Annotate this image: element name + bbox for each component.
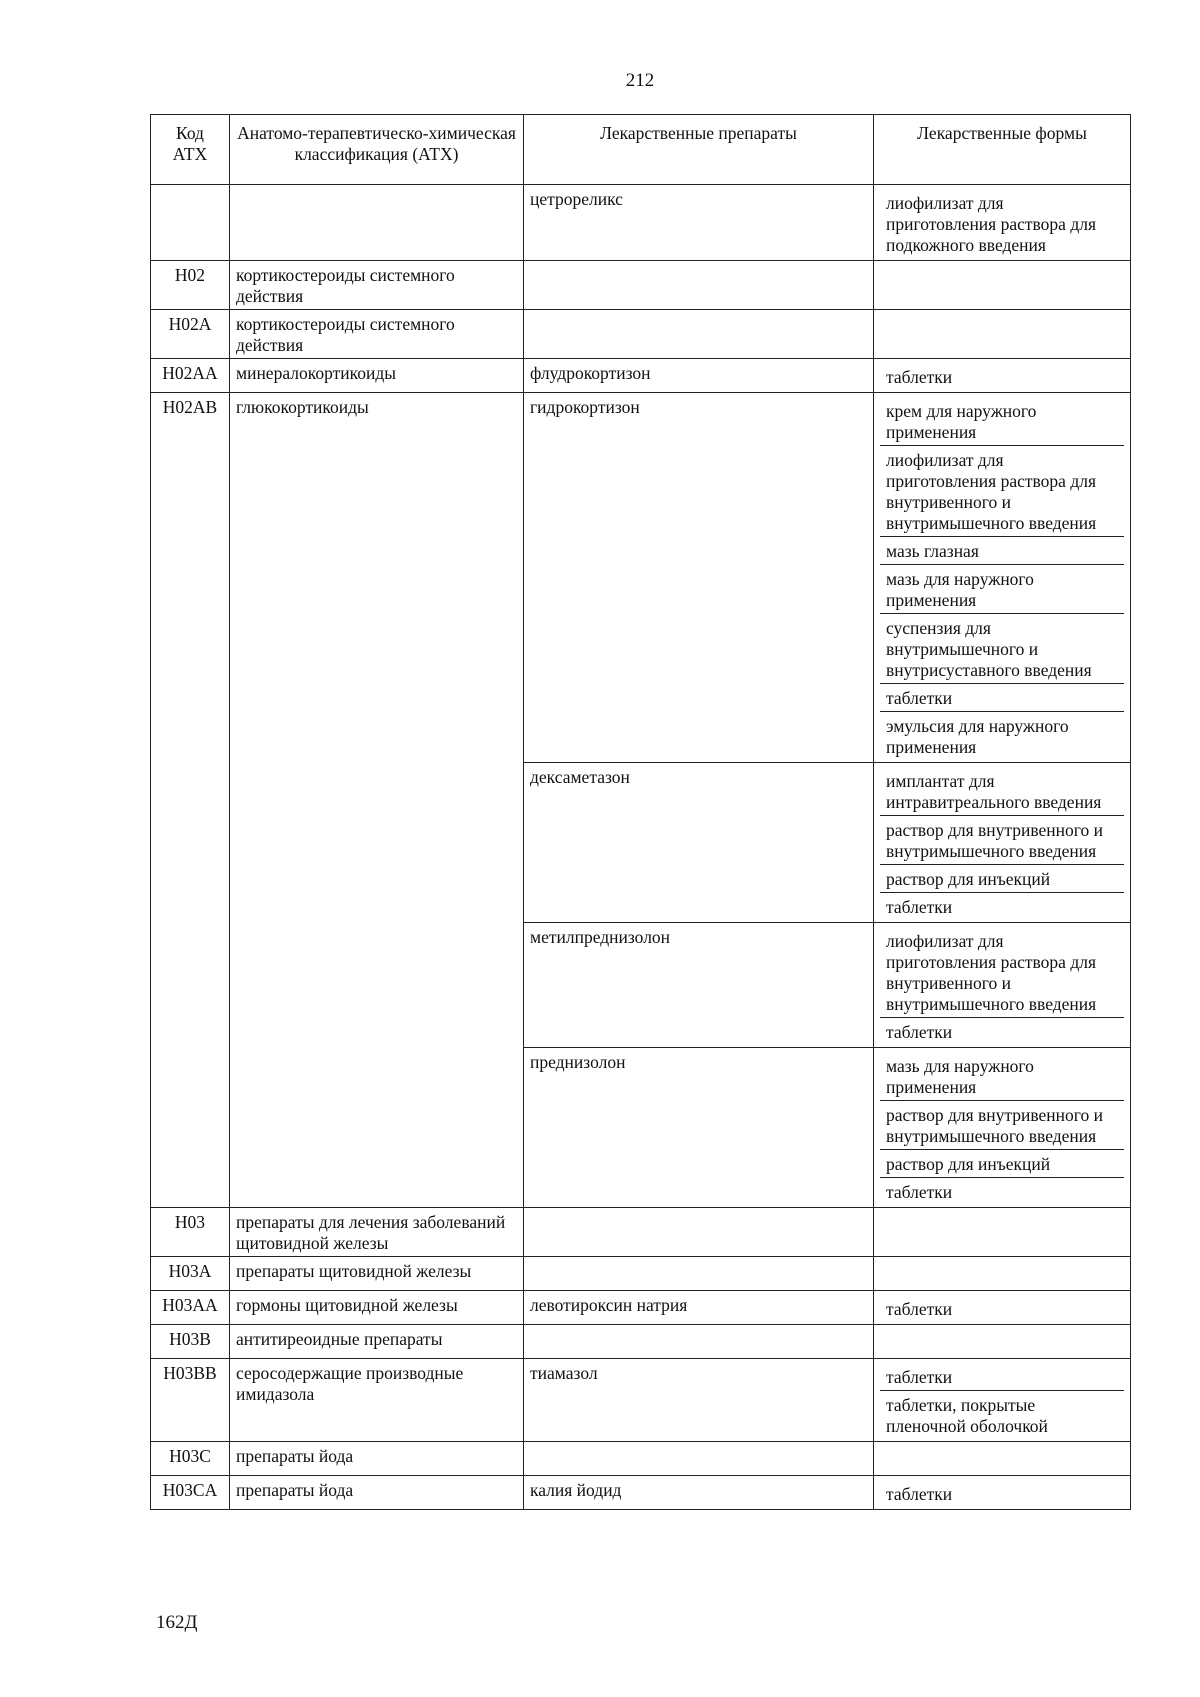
- forms-list: [880, 927, 1124, 1045]
- atx-code: H03CA: [151, 1476, 230, 1510]
- dosage-form: [880, 1261, 1124, 1288]
- dosage-form: таблетки: [880, 683, 1124, 711]
- atx-code: H03AA: [151, 1291, 230, 1325]
- dosage-form: мазь для наружного применения: [886, 1056, 1034, 1097]
- atx-classification: [230, 185, 524, 261]
- drug-name: дексаметазон: [524, 763, 874, 923]
- atx-classification: серосодержащие производные имидазола: [230, 1359, 524, 1442]
- atx-classification: минералокортикоиды: [230, 359, 524, 393]
- dosage-forms-cell: [874, 1257, 1131, 1291]
- atx-classification: препараты йода: [230, 1476, 524, 1510]
- drug-name: калия йодид: [524, 1476, 874, 1510]
- atx-table: [150, 114, 1131, 1510]
- dosage-form: раствор для внутривенного и внутримышечного введения: [880, 815, 1124, 864]
- atx-code: H03B: [151, 1325, 230, 1359]
- dosage-form: мазь глазная: [880, 536, 1124, 564]
- dosage-form: [880, 1446, 1124, 1473]
- forms-list: [880, 1480, 1124, 1507]
- table-row: [151, 185, 1131, 261]
- drug-name: [524, 1208, 874, 1257]
- dosage-form: раствор для инъекций: [880, 864, 1124, 892]
- dosage-form: раствор для инъекций: [880, 1149, 1124, 1177]
- table-row: [151, 1359, 1131, 1442]
- atx-code: H03: [151, 1208, 230, 1257]
- dosage-forms-cell: [874, 393, 1131, 763]
- dosage-form: [880, 314, 1124, 341]
- forms-list: [880, 1446, 1124, 1473]
- dosage-forms-cell: [874, 185, 1131, 261]
- table-body: [151, 185, 1131, 1510]
- drug-name: гидрокортизон: [524, 393, 874, 763]
- table-row: [151, 1442, 1131, 1476]
- atx-classification: гормоны щитовидной железы: [230, 1291, 524, 1325]
- dosage-form: мазь для наружного применения: [880, 564, 1124, 613]
- dosage-form: [880, 265, 1124, 292]
- drug-name: [524, 1442, 874, 1476]
- dosage-forms-cell: [874, 1291, 1131, 1325]
- dosage-form: таблетки: [886, 1484, 953, 1504]
- atx-code: H03C: [151, 1442, 230, 1476]
- dosage-form: таблетки: [886, 1367, 953, 1387]
- drug-name: [524, 1257, 874, 1291]
- header-classification: Анатомо-терапевтическо-химическая классификация (АТХ): [230, 115, 524, 185]
- dosage-forms-cell: [874, 1359, 1131, 1442]
- forms-list: [880, 1295, 1124, 1322]
- table-row: [151, 1476, 1131, 1510]
- dosage-form: таблетки: [880, 892, 1124, 920]
- dosage-form: лиофилизат для приготовления раствора для внутривенного и внутримышечного введения: [880, 445, 1124, 536]
- table-row: [151, 1257, 1131, 1291]
- table-row: [151, 261, 1131, 310]
- dosage-form: таблетки: [886, 367, 953, 387]
- dosage-forms-cell: [874, 1325, 1131, 1359]
- forms-list: [880, 767, 1124, 920]
- dosage-form: лиофилизат для приготовления раствора для внутривенного и внутримышечного введения: [886, 931, 1097, 1014]
- table-row: [151, 393, 1131, 763]
- dosage-form: [880, 1329, 1124, 1356]
- forms-list: [880, 314, 1124, 341]
- atx-code: [151, 185, 230, 261]
- atx-classification: глюкокортикоиды: [230, 393, 524, 1208]
- forms-list: [880, 1212, 1124, 1239]
- footer-code: 162Д: [156, 1612, 198, 1633]
- atx-classification: препараты для лечения заболеваний щитовидной железы: [230, 1208, 524, 1257]
- dosage-forms-cell: [874, 261, 1131, 310]
- page-number: 212: [625, 70, 655, 91]
- atx-classification: препараты йода: [230, 1442, 524, 1476]
- drug-name: [524, 310, 874, 359]
- atx-classification: кортикостероиды системного действия: [230, 261, 524, 310]
- dosage-forms-cell: [874, 1442, 1131, 1476]
- dosage-forms-cell: [874, 763, 1131, 923]
- atx-code: H02A: [151, 310, 230, 359]
- drug-name: флудрокортизон: [524, 359, 874, 393]
- atx-code: H03A: [151, 1257, 230, 1291]
- dosage-form: таблетки: [886, 1299, 953, 1319]
- dosage-forms-cell: [874, 1208, 1131, 1257]
- dosage-form: таблетки: [880, 1177, 1124, 1205]
- forms-list: [880, 363, 1124, 390]
- atx-code: H02: [151, 261, 230, 310]
- table-row: [151, 359, 1131, 393]
- dosage-form: раствор для внутривенного и внутримышечного введения: [880, 1100, 1124, 1149]
- dosage-form: лиофилизат для приготовления раствора для подкожного введения: [886, 193, 1096, 255]
- drug-name: левотироксин натрия: [524, 1291, 874, 1325]
- dosage-form: крем для наружного применения: [886, 401, 1037, 442]
- forms-list: [880, 1052, 1124, 1205]
- atx-classification: кортикостероиды системного действия: [230, 310, 524, 359]
- atx-code: H02AA: [151, 359, 230, 393]
- forms-list: [880, 1261, 1124, 1288]
- forms-list: [880, 189, 1124, 258]
- drug-name: преднизолон: [524, 1048, 874, 1208]
- atx-code: H03BB: [151, 1359, 230, 1442]
- atx-classification: препараты щитовидной железы: [230, 1257, 524, 1291]
- table-row: [151, 1291, 1131, 1325]
- dosage-forms-cell: [874, 310, 1131, 359]
- drug-name: цетрореликс: [524, 185, 874, 261]
- drug-name: [524, 1325, 874, 1359]
- dosage-forms-cell: [874, 359, 1131, 393]
- dosage-form: таблетки, покрытые пленочной оболочкой: [880, 1390, 1124, 1439]
- header-forms: Лекарственные формы: [874, 115, 1131, 185]
- forms-list: [880, 1363, 1124, 1439]
- dosage-form: эмульсия для наружного применения: [880, 711, 1124, 760]
- dosage-form: [880, 1212, 1124, 1239]
- drug-name: тиамазол: [524, 1359, 874, 1442]
- table-header-row: [151, 115, 1131, 185]
- drug-name: метилпреднизолон: [524, 923, 874, 1048]
- dosage-forms-cell: [874, 923, 1131, 1048]
- atx-classification: антитиреоидные препараты: [230, 1325, 524, 1359]
- dosage-forms-cell: [874, 1476, 1131, 1510]
- dosage-forms-cell: [874, 1048, 1131, 1208]
- dosage-form: суспензия для внутримышечного и внутрисуставного введения: [880, 613, 1124, 683]
- header-code: Код АТХ: [151, 115, 230, 185]
- drug-name: [524, 261, 874, 310]
- atx-code: H02AB: [151, 393, 230, 1208]
- header-drugs: Лекарственные препараты: [524, 115, 874, 185]
- forms-list: [880, 397, 1124, 760]
- forms-list: [880, 265, 1124, 292]
- dosage-form: таблетки: [880, 1017, 1124, 1045]
- dosage-form: имплантат для интравитреального введения: [886, 771, 1102, 812]
- table-row: [151, 1208, 1131, 1257]
- forms-list: [880, 1329, 1124, 1356]
- table-row: [151, 310, 1131, 359]
- table-row: [151, 1325, 1131, 1359]
